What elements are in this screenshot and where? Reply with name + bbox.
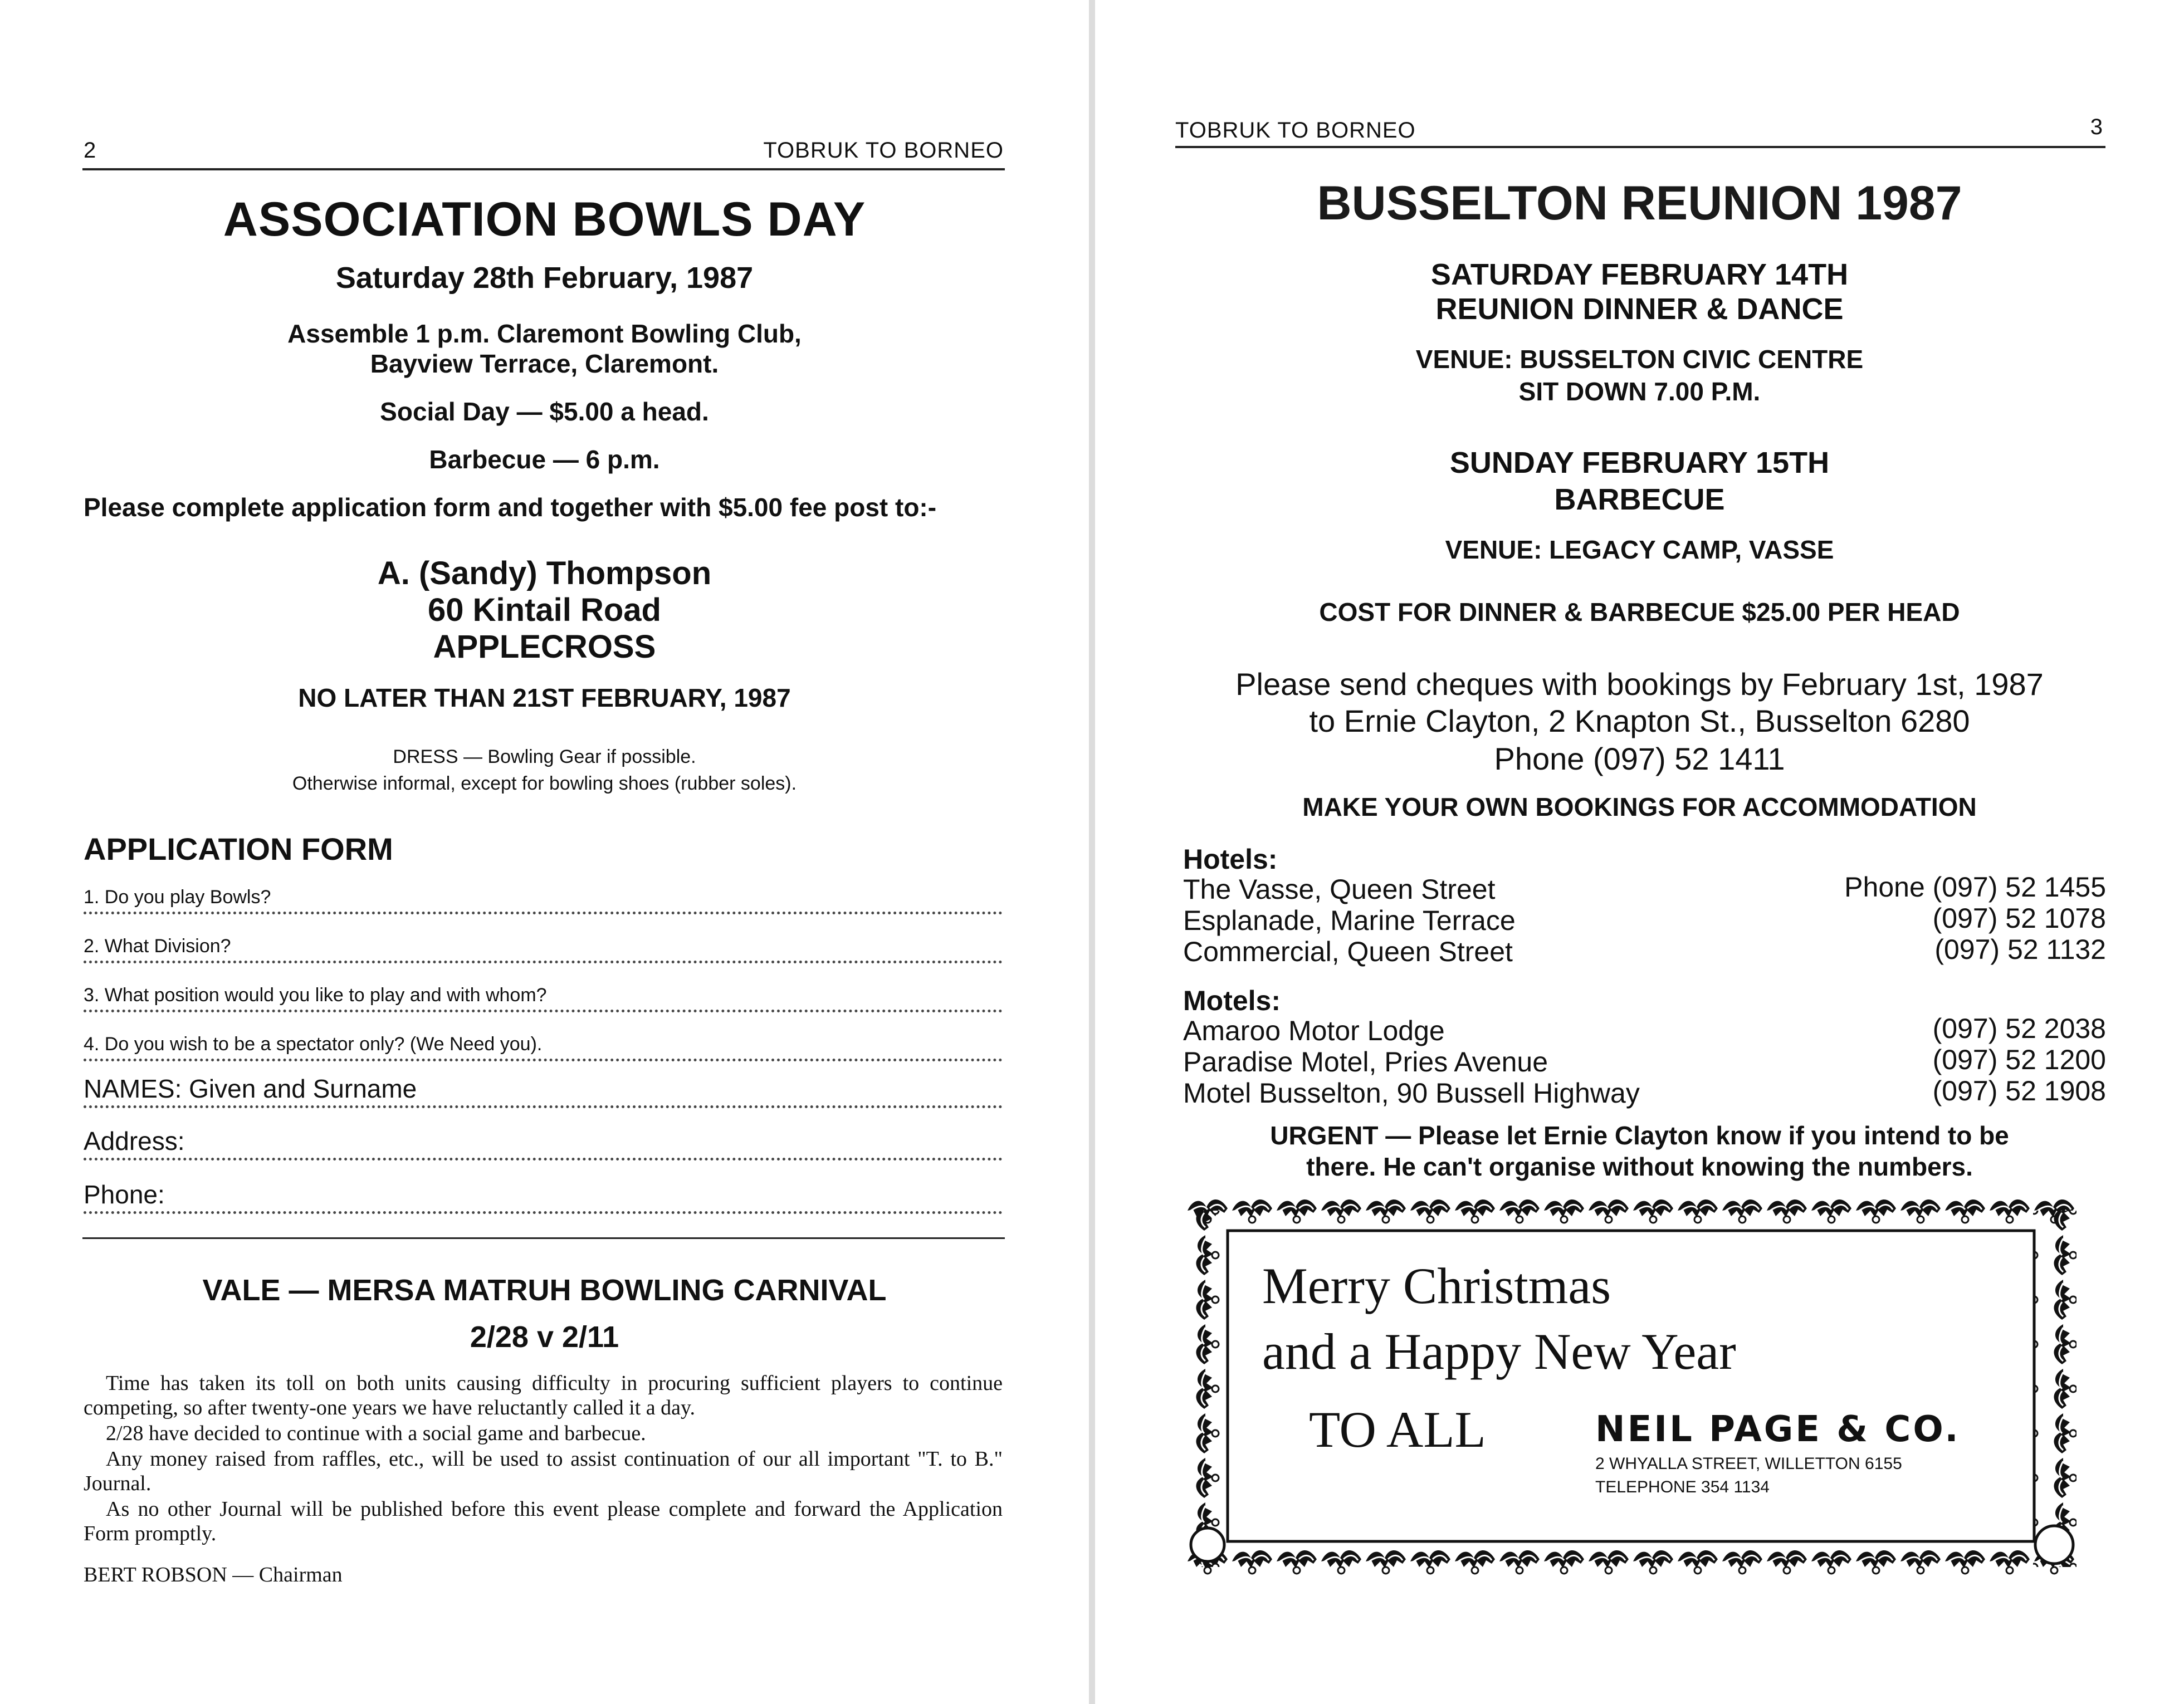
phone-field[interactable] [84, 1179, 1003, 1220]
signature: BERT ROBSON — Chairman [84, 1563, 343, 1587]
vale-paragraph-4: As no other Journal will be published before this event please complete and forward the Application Form promptly. [84, 1497, 1003, 1545]
running-head: TOBRUK TO BORNEO [763, 138, 1004, 163]
vale-paragraph-2: 2/28 have decided to continue with a social game and barbecue. [106, 1422, 646, 1445]
question-label: 2. What Division? [84, 936, 236, 957]
sunday-event: BARBECUE [1554, 483, 1725, 516]
field-label: Address: [84, 1126, 189, 1156]
hotel-phone: (097) 52 1078 [1932, 903, 2106, 934]
question-spectator[interactable] [84, 1034, 1003, 1067]
motel-name: Motel Busselton, 90 Bussell Highway [1183, 1078, 1640, 1109]
question-position[interactable] [84, 985, 1003, 1018]
hotel-phone: (097) 52 1132 [1934, 934, 2106, 965]
field-label: Phone: [84, 1179, 169, 1210]
question-bowls[interactable] [84, 887, 1003, 920]
hotel-name: Esplanade, Marine Terrace [1183, 905, 1516, 936]
question-division[interactable] [84, 936, 1003, 969]
sunday-date: SUNDAY FEBRUARY 15TH [1449, 446, 1830, 479]
left-page [0, 0, 1089, 1704]
company-address: 2 WHYALLA STREET, WILLETTON 6155 [1595, 1455, 1902, 1473]
holly-border [1185, 1188, 2076, 1584]
motel-phone: (097) 52 1908 [1932, 1075, 2106, 1106]
saturday-date: SATURDAY FEBRUARY 14TH [1430, 258, 1849, 291]
motels-heading: Motels: [1183, 985, 1281, 1016]
hotel-phone: Phone (097) 52 1455 [1844, 871, 2106, 903]
header-rule [1175, 146, 2105, 148]
section-divider [82, 1237, 1005, 1239]
barbecue-time: Barbecue — 6 p.m. [429, 445, 660, 474]
page-number: 3 [2090, 115, 2103, 139]
motel-name: Paradise Motel, Pries Avenue [1183, 1046, 1548, 1078]
company-name: NEIL PAGE & CO. [1595, 1409, 1961, 1450]
xmas-greeting-2: and a Happy New Year [1262, 1323, 1736, 1380]
saturday-time: SIT DOWN 7.00 P.M. [1518, 377, 1761, 406]
form-title: APPLICATION FORM [84, 831, 393, 866]
address-name: A. (Sandy) Thompson [377, 555, 712, 591]
field-label: NAMES: Given and Surname [84, 1074, 421, 1104]
cost: COST FOR DINNER & BARBECUE $25.00 PER HEAD [1319, 598, 1960, 626]
deadline: NO LATER THAN 21ST FEBRUARY, 1987 [298, 683, 791, 712]
xmas-greeting-1: Merry Christmas [1262, 1257, 1611, 1314]
xmas-greeting-3: TO ALL [1309, 1401, 1486, 1458]
saturday-event: REUNION DINNER & DANCE [1435, 292, 1844, 326]
company-phone: TELEPHONE 354 1134 [1595, 1478, 1770, 1496]
send-line-1: Please send cheques with bookings by February 1st, 1987 [1235, 667, 2044, 702]
saturday-venue: VENUE: BUSSELTON CIVIC CENTRE [1415, 345, 1864, 374]
christmas-advert [1185, 1188, 2076, 1584]
accommodation-notice: MAKE YOUR OWN BOOKINGS FOR ACCOMMODATION [1302, 792, 1977, 821]
motel-name: Amaroo Motor Lodge [1183, 1015, 1445, 1046]
vale-subtitle: 2/28 v 2/11 [470, 1320, 619, 1354]
vale-paragraph-3: Any money raised from raffles, etc., will be used to assist continuation of our all important "T. to B." Journal. [84, 1447, 1003, 1495]
question-label: 4. Do you wish to be a spectator only? (We Need you). [84, 1034, 546, 1055]
address-street: 60 Kintail Road [428, 592, 661, 628]
dress-line-1: DRESS — Bowling Gear if possible. [393, 746, 696, 767]
motel-phone: (097) 52 1200 [1932, 1044, 2106, 1075]
urgent-line-2: there. He can't organise without knowing the numbers. [1306, 1152, 1973, 1181]
sunday-venue: VENUE: LEGACY CAMP, VASSE [1445, 535, 1834, 564]
page-title: ASSOCIATION BOWLS DAY [223, 193, 866, 246]
motel-phone: (097) 52 2038 [1932, 1013, 2106, 1044]
hotel-name: The Vasse, Queen Street [1183, 874, 1496, 905]
vale-paragraph-1: Time has taken its toll on both units causing difficulty in procuring sufficient players to continue competing, so after twenty-one years we have reluctantly called it a day. [84, 1372, 1003, 1419]
names-field[interactable] [84, 1074, 1003, 1114]
header-rule [82, 168, 1005, 170]
event-date: Saturday 28th February, 1987 [335, 261, 754, 295]
send-line-2: to Ernie Clayton, 2 Knapton St., Busselton 6280 [1309, 703, 1970, 738]
right-page [1095, 0, 2184, 1704]
hotels-heading: Hotels: [1183, 844, 1278, 875]
urgent-line-1: URGENT — Please let Ernie Clayton know if you intend to be [1270, 1121, 2009, 1150]
question-label: 3. What position would you like to play and with whom? [84, 985, 551, 1006]
question-label: 1. Do you play Bowls? [84, 887, 275, 908]
send-line-3: Phone (097) 52 1411 [1494, 741, 1785, 776]
assemble-line-2: Bayview Terrace, Claremont. [370, 349, 719, 378]
assemble-line-1: Assemble 1 p.m. Claremont Bowling Club, [287, 319, 802, 348]
hotel-name: Commercial, Queen Street [1183, 936, 1513, 967]
running-head: TOBRUK TO BORNEO [1175, 118, 1416, 143]
dress-line-2: Otherwise informal, except for bowling shoes (rubber soles). [292, 773, 797, 794]
page-title: BUSSELTON REUNION 1987 [1317, 177, 1962, 230]
page-number: 2 [84, 138, 97, 163]
address-suburb: APPLECROSS [433, 629, 656, 665]
post-instruction: Please complete application form and together with $5.00 fee post to:- [84, 493, 937, 522]
address-field[interactable] [84, 1126, 1003, 1166]
vale-title: VALE — MERSA MATRUH BOWLING CARNIVAL [202, 1274, 887, 1307]
social-day: Social Day — $5.00 a head. [380, 397, 709, 426]
